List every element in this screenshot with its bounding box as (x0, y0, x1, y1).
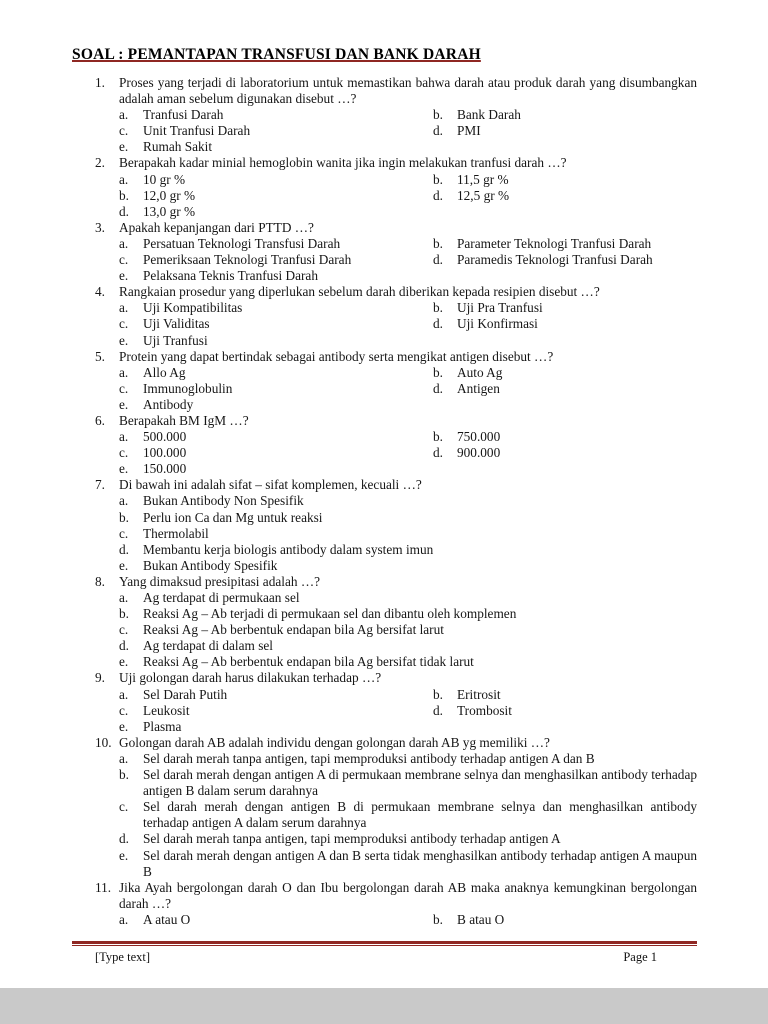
option-row (119, 654, 697, 670)
option-letter: d. (433, 187, 443, 203)
option-letter: b. (433, 429, 443, 445)
option-row (119, 831, 697, 847)
option (119, 590, 697, 606)
option-row (119, 397, 697, 413)
question-number: 8. (95, 573, 105, 589)
option-text: Sel darah merah dengan antigen A di permukaan membrane selnya dan menghasilkan antibody terhadap antigen B dalam serum darahnya (143, 767, 697, 799)
option-list (119, 912, 697, 928)
option-list (119, 751, 697, 880)
option (119, 510, 697, 526)
option-row (119, 381, 697, 397)
option-text: 100.000 (143, 445, 187, 461)
option-text: PMI (457, 123, 481, 139)
option-row (119, 767, 697, 799)
option-letter: e. (119, 461, 129, 477)
option (119, 445, 433, 461)
option-text: 12,0 gr % (143, 187, 196, 203)
option-row (119, 719, 697, 735)
option (433, 300, 697, 316)
option-text: Sel darah merah tanpa antigen, tapi memproduksi antibody terhadap antigen A dan B (143, 750, 595, 766)
option (119, 912, 433, 928)
option-text: Pelaksana Teknis Tranfusi Darah (143, 268, 318, 284)
question-text: Uji golongan darah harus dilakukan terhadap …? (119, 670, 382, 686)
question (72, 349, 697, 413)
question (72, 155, 697, 219)
option-list (119, 493, 697, 573)
option-text: 750.000 (457, 429, 501, 445)
option-letter: a. (119, 364, 129, 380)
option-text: A atau O (143, 911, 191, 927)
option (119, 558, 697, 574)
option-letter: a. (119, 493, 129, 509)
option-text: 12,5 gr % (457, 187, 510, 203)
option-letter: e. (119, 718, 129, 734)
question-list (72, 75, 697, 928)
option (119, 654, 697, 670)
question-text: Golongan darah AB adalah individu dengan golongan darah AB yg memiliki …? (119, 734, 550, 750)
option-text: Bank Darah (457, 107, 521, 123)
option-row (119, 912, 697, 928)
option-letter: c. (119, 799, 129, 815)
option-letter: a. (119, 911, 129, 927)
option (119, 767, 697, 799)
question-text: Apakah kepanjangan dari PTTD …? (119, 219, 314, 235)
option-letter: c. (119, 622, 129, 638)
option-text: 150.000 (143, 461, 187, 477)
question (72, 880, 697, 928)
option-text: Sel darah merah tanpa antigen, tapi memproduksi antibody terhadap antigen A (143, 831, 561, 847)
option-text: Unit Tranfusi Darah (143, 123, 251, 139)
option (119, 381, 433, 397)
option-letter: c. (119, 445, 129, 461)
option-text: 900.000 (457, 445, 501, 461)
option (119, 172, 433, 188)
option-letter: d. (433, 123, 443, 139)
option (119, 252, 433, 268)
option-text: Persatuan Teknologi Transfusi Darah (143, 235, 341, 251)
option-text: Perlu ion Ca dan Mg untuk reaksi (143, 509, 323, 525)
option-row (119, 493, 697, 509)
option-letter: b. (119, 187, 129, 203)
question-head (95, 75, 697, 107)
option-text: 500.000 (143, 429, 187, 445)
question-number: 1. (95, 75, 105, 90)
question-text: Rangkaian prosedur yang diperlukan sebelum darah diberikan kepada resipien disebut …? (119, 284, 600, 300)
option-text: Reaksi Ag – Ab berbentuk endapan bila Ag bersifat larut (143, 622, 444, 638)
option-letter: e. (119, 139, 129, 155)
question-number: 7. (95, 477, 105, 493)
option-letter: c. (119, 380, 129, 396)
option (433, 445, 697, 461)
question-number: 2. (95, 155, 105, 171)
option-text: Eritrosit (457, 686, 501, 702)
option-text: Uji Validitas (143, 316, 210, 332)
option-letter: b. (433, 300, 443, 316)
question (72, 220, 697, 284)
option-row (119, 204, 697, 220)
option-letter: c. (119, 252, 129, 268)
question (72, 413, 697, 477)
option-letter: a. (119, 300, 129, 316)
option-row (119, 236, 697, 252)
option-row (119, 333, 697, 349)
option-letter: a. (119, 235, 129, 251)
option-row (119, 590, 697, 606)
option-letter: d. (433, 316, 443, 332)
option-letter: a. (119, 429, 129, 445)
option-row (119, 316, 697, 332)
question-number: 3. (95, 219, 105, 235)
question-text: Proses yang terjadi di laboratorium untuk memastikan bahwa darah atau produk darah yang disumbangkan adalah aman sebelum digunakan disebut …? (119, 75, 697, 107)
option (119, 622, 697, 638)
option (119, 461, 433, 477)
option-letter: b. (119, 606, 129, 622)
question-text: Di bawah ini adalah sifat – sifat komplemen, kecuali …? (119, 477, 422, 493)
option-row (119, 638, 697, 654)
option-text: Antibody (143, 396, 194, 412)
option (119, 139, 433, 155)
option-row (119, 268, 697, 284)
option (433, 912, 697, 928)
option (119, 526, 697, 542)
option-letter: a. (119, 590, 129, 605)
option-list (119, 590, 697, 670)
option-text: Antigen (457, 380, 500, 396)
option-text: Pemeriksaan Teknologi Tranfusi Darah (143, 252, 352, 268)
option-row (119, 526, 697, 542)
footer-left-text: [Type text] (95, 950, 151, 964)
option (119, 687, 433, 703)
option-text: Sel darah merah dengan antigen A dan B serta tidak menghasilkan antibody terhadap antigen A maupun B (143, 847, 697, 879)
question-number: 4. (95, 284, 105, 300)
option-text: Auto Ag (457, 364, 503, 380)
option-row (119, 429, 697, 445)
option-row (119, 542, 697, 558)
option-text: Plasma (143, 718, 182, 734)
question-number: 10. (95, 734, 112, 750)
option (119, 719, 433, 735)
question (72, 735, 697, 880)
question (72, 75, 697, 155)
question-head (95, 284, 697, 300)
option-row (119, 445, 697, 461)
option (433, 316, 697, 332)
option-letter: a. (119, 107, 129, 123)
option-letter: e. (119, 847, 129, 863)
option-text: Paramedis Teknologi Tranfusi Darah (457, 252, 653, 268)
option-row (119, 848, 697, 880)
option (119, 333, 433, 349)
option-text: Uji Kompatibilitas (143, 300, 243, 316)
option-text: 11,5 gr % (457, 171, 509, 187)
question-text: Jika Ayah bergolongan darah O dan Ibu bergolongan darah AB maka anaknya kemungkinan bergolongan darah …? (119, 879, 697, 911)
option-text: Sel darah merah dengan antigen B di permukaan membrane selnya dan menghasilkan antibody terhadap antigen A dalam serum darahnya (143, 799, 697, 831)
option-text: Reaksi Ag – Ab berbentuk endapan bila Ag bersifat tidak larut (143, 654, 474, 670)
option-row (119, 751, 697, 767)
option-text: Reaksi Ag – Ab terjadi di permukaan sel dan dibantu oleh komplemen (143, 606, 517, 622)
question-number: 11. (95, 879, 112, 895)
option-row (119, 461, 697, 477)
option (119, 848, 697, 880)
option-letter: b. (433, 235, 443, 251)
option-text: Thermolabil (143, 525, 209, 541)
question (72, 477, 697, 574)
page-footer (72, 949, 697, 965)
option (433, 107, 697, 123)
option (119, 493, 697, 509)
option (119, 831, 697, 847)
option-letter: b. (119, 767, 129, 783)
option-text: 13,0 gr % (143, 203, 196, 219)
question-head (95, 574, 697, 590)
option-row (119, 123, 697, 139)
option-text: Ag terdapat di permukaan sel (143, 590, 300, 605)
option-text: Sel Darah Putih (143, 686, 228, 702)
option (119, 365, 433, 381)
option-row (119, 703, 697, 719)
option-text: Allo Ag (143, 364, 186, 380)
option-letter: b. (433, 364, 443, 380)
option-text: Rumah Sakit (143, 139, 213, 155)
option-letter: d. (119, 831, 129, 847)
option-list (119, 687, 697, 735)
option-list (119, 107, 697, 155)
option-letter: a. (119, 171, 129, 187)
question-head (95, 477, 697, 493)
option-text: Membantu kerja biologis antibody dalam system imun (143, 541, 434, 557)
option-text: Immunoglobulin (143, 380, 233, 396)
option-text: Bukan Antibody Non Spesifik (143, 493, 304, 509)
question (72, 670, 697, 734)
option-letter: d. (119, 638, 129, 654)
option-row (119, 622, 697, 638)
option (433, 236, 697, 252)
question (72, 574, 697, 671)
option-letter: d. (433, 380, 443, 396)
option-letter: d. (433, 702, 443, 718)
option (119, 123, 433, 139)
option-text: Trombosit (457, 702, 512, 718)
option (433, 123, 697, 139)
option-letter: b. (433, 171, 443, 187)
question-text: Protein yang dapat bertindak sebagai antibody serta mengikat antigen disebut …? (119, 348, 554, 364)
option (119, 204, 433, 220)
option (119, 606, 697, 622)
option-letter: d. (433, 445, 443, 461)
question (72, 284, 697, 348)
option-row (119, 172, 697, 188)
question-number: 6. (95, 412, 105, 428)
question-head (95, 155, 697, 171)
option (119, 236, 433, 252)
option-list (119, 365, 697, 413)
option (119, 542, 697, 558)
option-letter: a. (119, 750, 129, 766)
option-letter: e. (119, 654, 129, 670)
question-head (95, 880, 697, 912)
option-row (119, 365, 697, 381)
question-text: Berapakah BM IgM …? (119, 412, 249, 428)
question-head (95, 670, 697, 686)
option-letter: b. (433, 911, 443, 927)
option-list (119, 172, 697, 220)
option-text: Leukosit (143, 702, 190, 718)
option (119, 799, 697, 831)
option-letter: c. (119, 702, 129, 718)
question-head (95, 349, 697, 365)
option-letter: c. (119, 525, 129, 541)
option (433, 429, 697, 445)
option (119, 703, 433, 719)
option-letter: b. (119, 509, 129, 525)
option-text: 10 gr % (143, 171, 186, 187)
option-text: Parameter Teknologi Tranfusi Darah (457, 235, 652, 251)
option-letter: b. (433, 107, 443, 123)
question-text: Yang dimaksud presipitasi adalah …? (119, 573, 321, 589)
option-letter: b. (433, 686, 443, 702)
option-letter: c. (119, 316, 129, 332)
option-row (119, 510, 697, 526)
option (433, 365, 697, 381)
option-letter: e. (119, 332, 129, 348)
option-row (119, 188, 697, 204)
option-text: Uji Pra Tranfusi (457, 300, 543, 316)
option-list (119, 236, 697, 284)
option-row (119, 300, 697, 316)
option-text: Bukan Antibody Spesifik (143, 557, 278, 573)
option-letter: e. (119, 557, 129, 573)
option-letter: a. (119, 686, 129, 702)
option (433, 703, 697, 719)
option (119, 429, 433, 445)
option (119, 300, 433, 316)
option-row (119, 687, 697, 703)
option-text: Uji Konfirmasi (457, 316, 538, 332)
option-letter: e. (119, 268, 129, 284)
question-head (95, 220, 697, 236)
option (119, 316, 433, 332)
option-list (119, 300, 697, 348)
option-text: Ag terdapat di dalam sel (143, 638, 273, 654)
option-row (119, 139, 697, 155)
option-letter: d. (119, 541, 129, 557)
option-row (119, 799, 697, 831)
option-letter: d. (433, 252, 443, 268)
option (433, 252, 697, 268)
option-row (119, 252, 697, 268)
option (433, 188, 697, 204)
option-text: B atau O (457, 911, 505, 927)
question-number: 9. (95, 670, 105, 686)
question-text: Berapakah kadar minial hemoglobin wanita jika ingin melakukan tranfusi darah …? (119, 155, 567, 171)
question-head (95, 735, 697, 751)
option-letter: d. (119, 203, 129, 219)
option (119, 268, 433, 284)
option-row (119, 558, 697, 574)
option-list (119, 429, 697, 477)
option (119, 638, 697, 654)
option (119, 107, 433, 123)
option (433, 172, 697, 188)
option-text: Uji Tranfusi (143, 332, 208, 348)
footer-rule (72, 941, 697, 946)
option-row (119, 606, 697, 622)
option (119, 188, 433, 204)
option (119, 751, 697, 767)
footer-page-number: Page 1 (623, 950, 657, 964)
option-text: Tranfusi Darah (143, 107, 224, 123)
option (119, 397, 433, 413)
question-number: 5. (95, 348, 105, 364)
option-letter: c. (119, 123, 129, 139)
option-letter: e. (119, 396, 129, 412)
option (433, 687, 697, 703)
option-row (119, 107, 697, 123)
question-head (95, 413, 697, 429)
option (433, 381, 697, 397)
page-title: SOAL : PEMANTAPAN TRANSFUSI DAN BANK DARAH (72, 46, 481, 63)
